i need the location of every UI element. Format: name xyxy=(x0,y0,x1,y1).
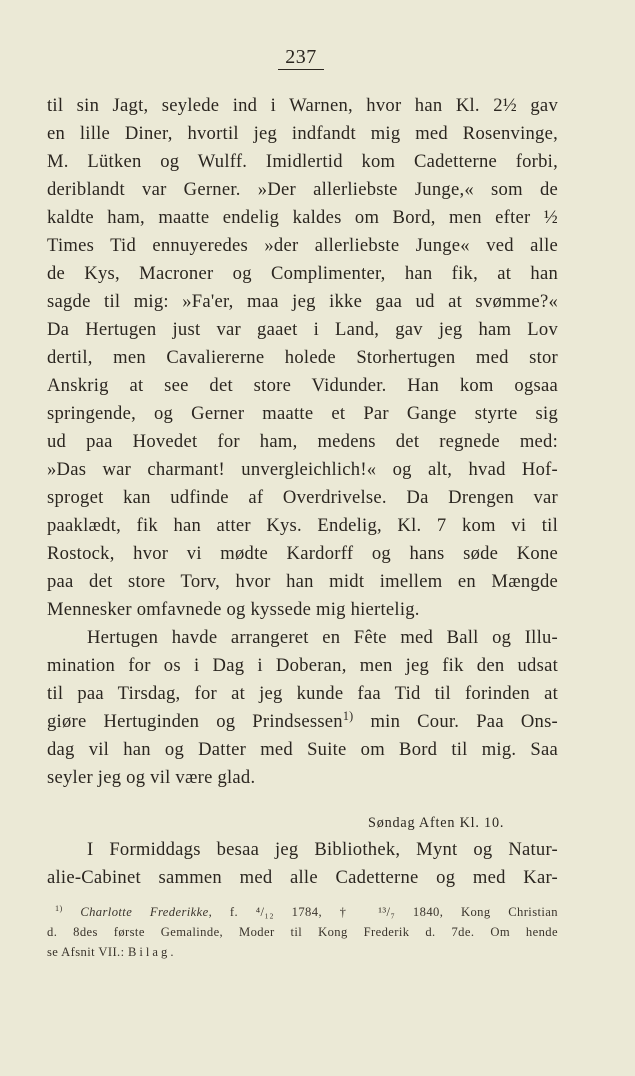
text-line: sagde til mig: »Fa'er, maa jeg ikke gaa ud at svømme?« xyxy=(47,291,558,312)
text-line: deriblandt var Gerner. »Der allerliebste Junge,« som de xyxy=(47,179,558,200)
footnote-reference: 1) xyxy=(342,708,354,723)
text-line: mination for os i Dag i Doberan, men jeg fik den udsat xyxy=(47,655,558,676)
text-line: I Formiddags besaa jeg Bibliothek, Mynt og Natur- xyxy=(87,839,558,860)
text-line: dertil, men Cavaliererne holede Storhertugen med stor xyxy=(47,347,558,368)
footnote-marker: 1) xyxy=(55,903,63,913)
footnote-line: d. 8des første Gemalinde, Moder til Kong Frederik d. 7de. Om hende xyxy=(47,925,558,939)
text-line: paa det store Torv, hvor han midt imellem en Mængde xyxy=(47,571,558,592)
text-fragment: giøre Hertuginden og Prindsessen xyxy=(47,711,343,732)
page-number: 237 xyxy=(278,46,324,70)
text-line: »Das war charmant! unvergleichlich!« og alt, hvad Hof- xyxy=(47,459,558,480)
text-line: ud paa Hovedet for ham, medens det regnede med: xyxy=(47,431,558,452)
text-line: Hertugen havde arrangeret en Fête med Ball og Illu- xyxy=(87,627,558,648)
text-line: Da Hertugen just var gaaet i Land, gav jeg ham Lov xyxy=(47,319,558,340)
footnote-line xyxy=(47,902,558,922)
text-line: Mennesker omfavnede og kyssede mig hiertelig. xyxy=(47,599,420,620)
continuation-text-block xyxy=(47,836,558,892)
text-line-with-footnote xyxy=(47,708,558,736)
dateline: Søndag Aften Kl. 10. xyxy=(368,815,505,831)
text-line: Rostock, hvor vi mødte Kardorff og hans søde Kone xyxy=(47,543,558,564)
text-line: en lille Diner, hvortil jeg indfandt mig med Rosenvinge, xyxy=(47,123,558,144)
text-line: seyler jeg og vil være glad. xyxy=(47,767,256,788)
footnote-spaced-text: Bilag. xyxy=(128,945,177,959)
text-line: paaklædt, fik han atter Kys. Endelig, Kl. 7 kom vi til xyxy=(47,515,558,536)
text-line: dag vil han og Datter med Suite om Bord til mig. Saa xyxy=(47,739,558,760)
text-line: M. Lütken og Wulff. Imidlertid kom Cadetterne forbi, xyxy=(47,151,558,172)
footnote-line xyxy=(47,942,558,962)
text-line: Anskrig at see det store Vidunder. Han kom ogsaa xyxy=(47,375,558,396)
main-text-block xyxy=(47,92,558,792)
footnote-text: f. ⁴/₁₂ 1784, † ¹³/₇ 1840, Kong Christian xyxy=(212,905,558,919)
text-line: til sin Jagt, seylede ind i Warnen, hvor han Kl. 2½ gav xyxy=(47,95,558,116)
text-fragment: min Cour. Paa Ons- xyxy=(353,711,558,732)
text-line: kaldte ham, maatte endelig kaldes om Bord, men efter ½ xyxy=(47,207,558,228)
footnote-name: Charlotte Frederikke, xyxy=(80,905,213,919)
text-line: springende, og Gerner maatte et Par Gange styrte sig xyxy=(47,403,558,424)
text-line: sproget kan udfinde af Overdrivelse. Da Drengen var xyxy=(47,487,558,508)
text-line: alie-Cabinet sammen med alle Cadetterne og med Kar- xyxy=(47,867,558,888)
footnote-text: se Afsnit VII.: xyxy=(47,945,129,959)
footnote xyxy=(47,902,558,962)
text-line: Times Tid ennuyeredes »der allerliebste Junge« ved alle xyxy=(47,235,558,256)
text-line: til paa Tirsdag, for at jeg kunde faa Tid til forinden at xyxy=(47,683,558,704)
text-line: de Kys, Macroner og Complimenter, han fik, at han xyxy=(47,263,558,284)
